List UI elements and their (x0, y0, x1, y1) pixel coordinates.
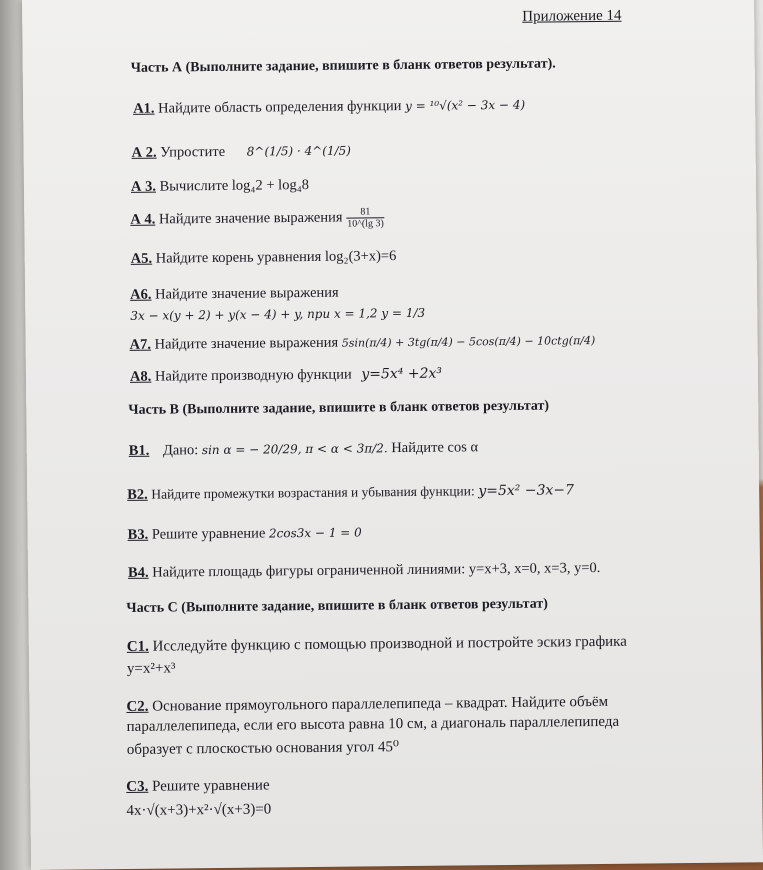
task-b2 (127, 482, 574, 504)
task-a3-formula: log₄2 + log₄8 (231, 177, 310, 194)
task-a3-text: Вычислите (159, 177, 229, 195)
task-a3-label: А 3. (130, 178, 157, 195)
task-a4-numerator: 81 (346, 206, 385, 218)
task-c1 (127, 634, 627, 656)
task-c3-formula: 4x·√(x+3)+x²·√(x+3)=0 (126, 801, 272, 819)
task-c3 (126, 777, 269, 795)
task-a8 (130, 366, 442, 386)
task-c1-text: Исследуйте функцию с помощью производной и постройте эскиз графика (152, 633, 627, 655)
part-b-heading: Часть В (Выполните задание, впишите в бланк ответов результат) (128, 398, 550, 418)
task-a7-formula: 5sin(π/4) + 3tg(π/4) − 5cos(π/4) − 10ctg(π/4) (341, 334, 596, 350)
task-a5 (131, 248, 397, 268)
task-a4 (130, 206, 385, 232)
part-c-heading: Часть С (Выполните задание, впишите в бланк ответов результат) (126, 596, 548, 616)
task-a2-label: А 2. (131, 144, 157, 161)
task-a1-label: А1. (133, 100, 155, 117)
task-a4-denominator: 10^(lg 3) (347, 218, 384, 230)
task-b3 (128, 524, 362, 543)
task-b1-tail: Найдите cos α (391, 439, 479, 457)
task-a1-text: Найдите область определения функции (158, 98, 402, 117)
task-a1 (133, 97, 525, 118)
task-a1-formula: y = ¹⁰√(x² − 3x − 4) (404, 97, 526, 113)
task-c2-line3: образует с плоскостью основания угол 45⁰ (126, 739, 400, 758)
task-a7-text: Найдите значение выражения (154, 334, 339, 353)
task-a6-label: А6. (130, 286, 152, 303)
task-b2-formula: y=5x² −3x−7 (478, 482, 575, 500)
task-a5-label: А5. (130, 250, 153, 267)
part-a-heading: Часть А (Выполните задание, впишите в бланк ответов результат). (130, 56, 556, 76)
task-c1-label: С1. (126, 638, 149, 655)
task-a6-formula: 3x − x(y + 2) + y(x − 4) + y, при x = 1,2 y = 1/3 (130, 305, 426, 323)
task-c2-line2: параллелепипеда, если его высота равна 10 см, а диагональ параллелепипеда (126, 713, 620, 735)
task-b4-text: Найдите площадь фигуры ограниченной линиями: y=x+3, x=0, x=3, y=0. (152, 559, 601, 581)
task-a8-text: Найдите производную функции (154, 366, 352, 385)
task-b2-label: В2. (127, 486, 148, 503)
task-b1 (129, 439, 479, 460)
task-a2 (132, 143, 352, 162)
task-c2-label: С2. (126, 698, 149, 715)
task-b3-text: Решите уравнение (151, 525, 266, 543)
task-c2 (126, 694, 608, 716)
task-a3 (131, 177, 309, 196)
task-a8-label: А8. (129, 368, 152, 385)
task-b4-label: В4. (127, 564, 149, 581)
task-c1-formula: y=x²+x³ (126, 660, 176, 677)
appendix-label: Приложение 14 (522, 7, 622, 25)
task-a5-text: Найдите корень уравнения (155, 248, 322, 267)
task-a4-fraction (346, 206, 385, 229)
task-a4-label: А 4. (130, 211, 156, 228)
task-a6 (130, 285, 339, 304)
task-c2-line1: Основание прямоугольного параллелепипеда – квадрат. Найдите объём (152, 693, 609, 715)
task-a4-text: Найдите значение выражения (158, 209, 343, 228)
paper-sheet (22, 0, 763, 870)
task-a7-label: А7. (129, 336, 152, 353)
task-b1-label: В1. (128, 442, 150, 459)
task-b3-formula: 2cos3x − 1 = 0 (268, 525, 362, 541)
task-c3-label: С3. (126, 778, 149, 795)
task-a8-formula: y=5x⁴ +2x³ (361, 365, 443, 383)
task-a5-formula: log₂(3+x)=6 (324, 248, 397, 265)
task-a6-text: Найдите значение выражения (154, 284, 339, 303)
task-b1-text: Дано: (162, 442, 199, 459)
task-b4 (128, 560, 601, 582)
task-a2-formula: 8^(1/5) · 4^(1/5) (246, 143, 352, 159)
task-b1-formula: sin α = − 20/29, π < α < 3π/2. (201, 441, 388, 458)
task-c3-text: Решите уравнение (152, 777, 270, 795)
task-a2-text: Упростите (160, 143, 226, 161)
task-b3-label: В3. (127, 526, 149, 543)
task-a7 (130, 332, 596, 354)
task-b2-text: Найдите промежутки возрастания и убывания функции: (151, 483, 475, 502)
